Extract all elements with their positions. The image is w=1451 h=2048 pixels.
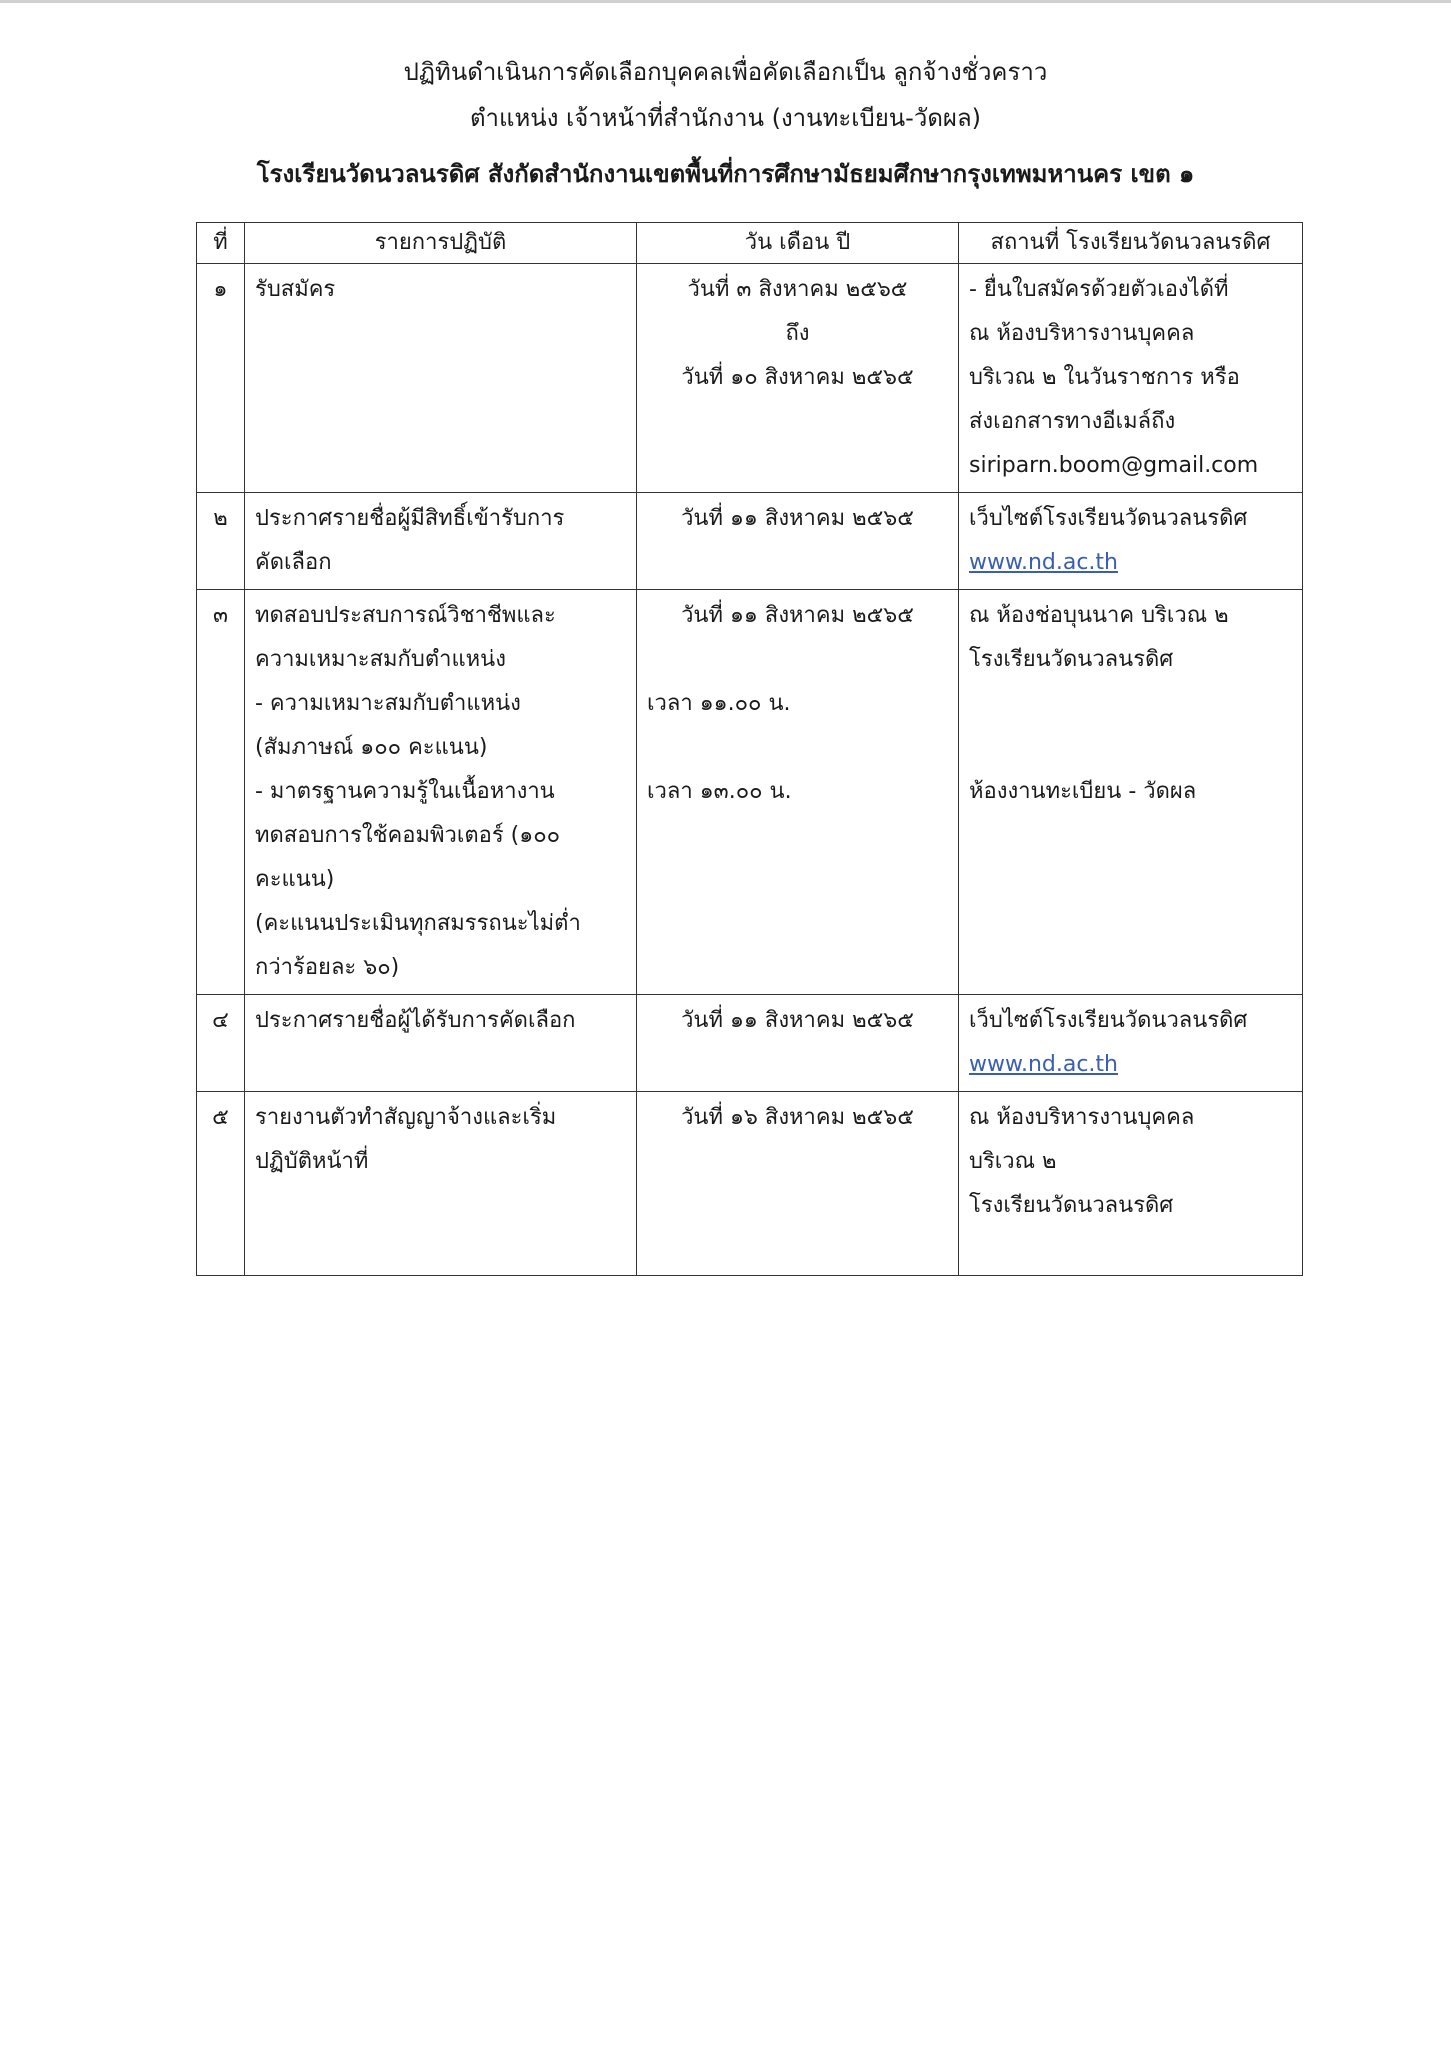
position-subtitle: ตำแหน่ง เจ้าหน้าที่สำนักงาน (งานทะเบียน-วัดผล) bbox=[469, 104, 982, 132]
header-place: สถานที่ โรงเรียนวัดนวลนรดิศ bbox=[959, 223, 1303, 264]
row-date bbox=[637, 590, 959, 995]
task-line: - มาตรฐานความรู้ในเนื้อหางาน bbox=[255, 779, 555, 804]
task-line: ปฏิบัติหน้าที่ bbox=[255, 1149, 369, 1174]
row-number: ๑ bbox=[197, 264, 245, 493]
table-header-row bbox=[197, 223, 1303, 264]
task-line: - ความเหมาะสมกับตำแหน่ง bbox=[255, 691, 521, 716]
row-task bbox=[245, 590, 637, 995]
task-line: (สัมภาษณ์ ๑๐๐ คะแนน) bbox=[255, 735, 488, 760]
row-place bbox=[959, 995, 1303, 1092]
date-line: วันที่ ๓ สิงหาคม ๒๕๖๕ bbox=[687, 277, 908, 302]
task-line: ทดสอบประสบการณ์วิชาชีพและ bbox=[255, 603, 556, 628]
task-line: ประกาศรายชื่อผู้มีสิทธิ์เข้ารับการ bbox=[255, 506, 565, 531]
row-number: ๔ bbox=[197, 995, 245, 1092]
row-task bbox=[245, 1092, 637, 1276]
table-row bbox=[197, 493, 1303, 590]
row-place bbox=[959, 264, 1303, 493]
table-row bbox=[197, 590, 1303, 995]
row-number: ๕ bbox=[197, 1092, 245, 1276]
interview-time: เวลา ๑๑.๐๐ น. bbox=[647, 691, 791, 716]
date-line: วันที่ ๑๑ สิงหาคม ๒๕๖๕ bbox=[681, 603, 914, 628]
place-line: เว็บไซต์โรงเรียนวัดนวลนรดิศ bbox=[969, 506, 1248, 531]
table-row bbox=[197, 995, 1303, 1092]
row-place bbox=[959, 590, 1303, 995]
header-task: รายการปฏิบัติ bbox=[245, 223, 637, 264]
place-line: ส่งเอกสารทางอีเมล์ถึง bbox=[969, 409, 1176, 434]
row-task bbox=[245, 493, 637, 590]
document-title: ปฏิทินดำเนินการคัดเลือกบุคคลเพื่อคัดเลือกเป็น ลูกจ้างชั่วคราว bbox=[403, 58, 1048, 86]
task-line: (คะแนนประเมินทุกสมรรถนะไม่ต่ำ bbox=[255, 911, 581, 936]
row-date bbox=[637, 1092, 959, 1276]
website-link[interactable]: www.nd.ac.th bbox=[969, 550, 1118, 575]
task-line: คัดเลือก bbox=[255, 550, 332, 575]
scan-top-edge bbox=[0, 0, 1451, 3]
row-number: ๒ bbox=[197, 493, 245, 590]
place-line: โรงเรียนวัดนวลนรดิศ bbox=[969, 1193, 1174, 1218]
row-task bbox=[245, 995, 637, 1092]
schedule-table bbox=[196, 222, 1303, 1276]
task-line: ประกาศรายชื่อผู้ได้รับการคัดเลือก bbox=[255, 1008, 576, 1033]
place-line: บริเวณ ๒ ในวันราชการ หรือ bbox=[969, 365, 1240, 390]
place-line: - ยื่นใบสมัครด้วยตัวเองได้ที่ bbox=[969, 277, 1229, 302]
row-date bbox=[637, 264, 959, 493]
place-line: เว็บไซต์โรงเรียนวัดนวลนรดิศ bbox=[969, 1008, 1248, 1033]
row-date bbox=[637, 995, 959, 1092]
date-line: วันที่ ๑๑ สิงหาคม ๒๕๖๕ bbox=[681, 506, 914, 531]
date-line: วันที่ ๑๑ สิงหาคม ๒๕๖๕ bbox=[681, 1008, 914, 1033]
date-line: ถึง bbox=[785, 321, 810, 346]
row-place bbox=[959, 1092, 1303, 1276]
place-line: ณ ห้องบริหารงานบุคคล bbox=[969, 1105, 1195, 1130]
row-date bbox=[637, 493, 959, 590]
date-line: วันที่ ๑๐ สิงหาคม ๒๕๖๕ bbox=[681, 365, 914, 390]
row-number: ๓ bbox=[197, 590, 245, 995]
email-address: siriparn.boom@gmail.com bbox=[969, 453, 1259, 478]
place-line: ณ ห้องบริหารงานบุคคล bbox=[969, 321, 1195, 346]
row-place bbox=[959, 493, 1303, 590]
header-date: วัน เดือน ปี bbox=[637, 223, 959, 264]
place-line: ณ ห้องช่อบุนนาค บริเวณ ๒ bbox=[969, 603, 1229, 628]
task-line: รายงานตัวทำสัญญาจ้างและเริ่ม bbox=[255, 1105, 557, 1130]
school-subtitle: โรงเรียนวัดนวลนรดิศ สังกัดสำนักงานเขตพื้นที่การศึกษามัธยมศึกษากรุงเทพมหานคร เขต ๑ bbox=[256, 160, 1195, 188]
task-line: ทดสอบการใช้คอมพิวเตอร์ (๑๐๐ bbox=[255, 823, 561, 848]
task-line: รับสมัคร bbox=[255, 277, 336, 302]
table-row bbox=[197, 264, 1303, 493]
place-line: โรงเรียนวัดนวลนรดิศ bbox=[969, 647, 1174, 672]
header-no: ที่ bbox=[197, 223, 245, 264]
exam-room: ห้องงานทะเบียน - วัดผล bbox=[969, 779, 1197, 804]
website-link[interactable]: www.nd.ac.th bbox=[969, 1052, 1118, 1077]
table-row bbox=[197, 1092, 1303, 1276]
task-line: คะแนน) bbox=[255, 867, 335, 892]
exam-time: เวลา ๑๓.๐๐ น. bbox=[647, 779, 792, 804]
task-line: ความเหมาะสมกับตำแหน่ง bbox=[255, 647, 506, 672]
place-line: บริเวณ ๒ bbox=[969, 1149, 1057, 1174]
date-line: วันที่ ๑๖ สิงหาคม ๒๕๖๕ bbox=[681, 1105, 914, 1130]
task-line: กว่าร้อยละ ๖๐) bbox=[255, 955, 400, 980]
row-task bbox=[245, 264, 637, 493]
